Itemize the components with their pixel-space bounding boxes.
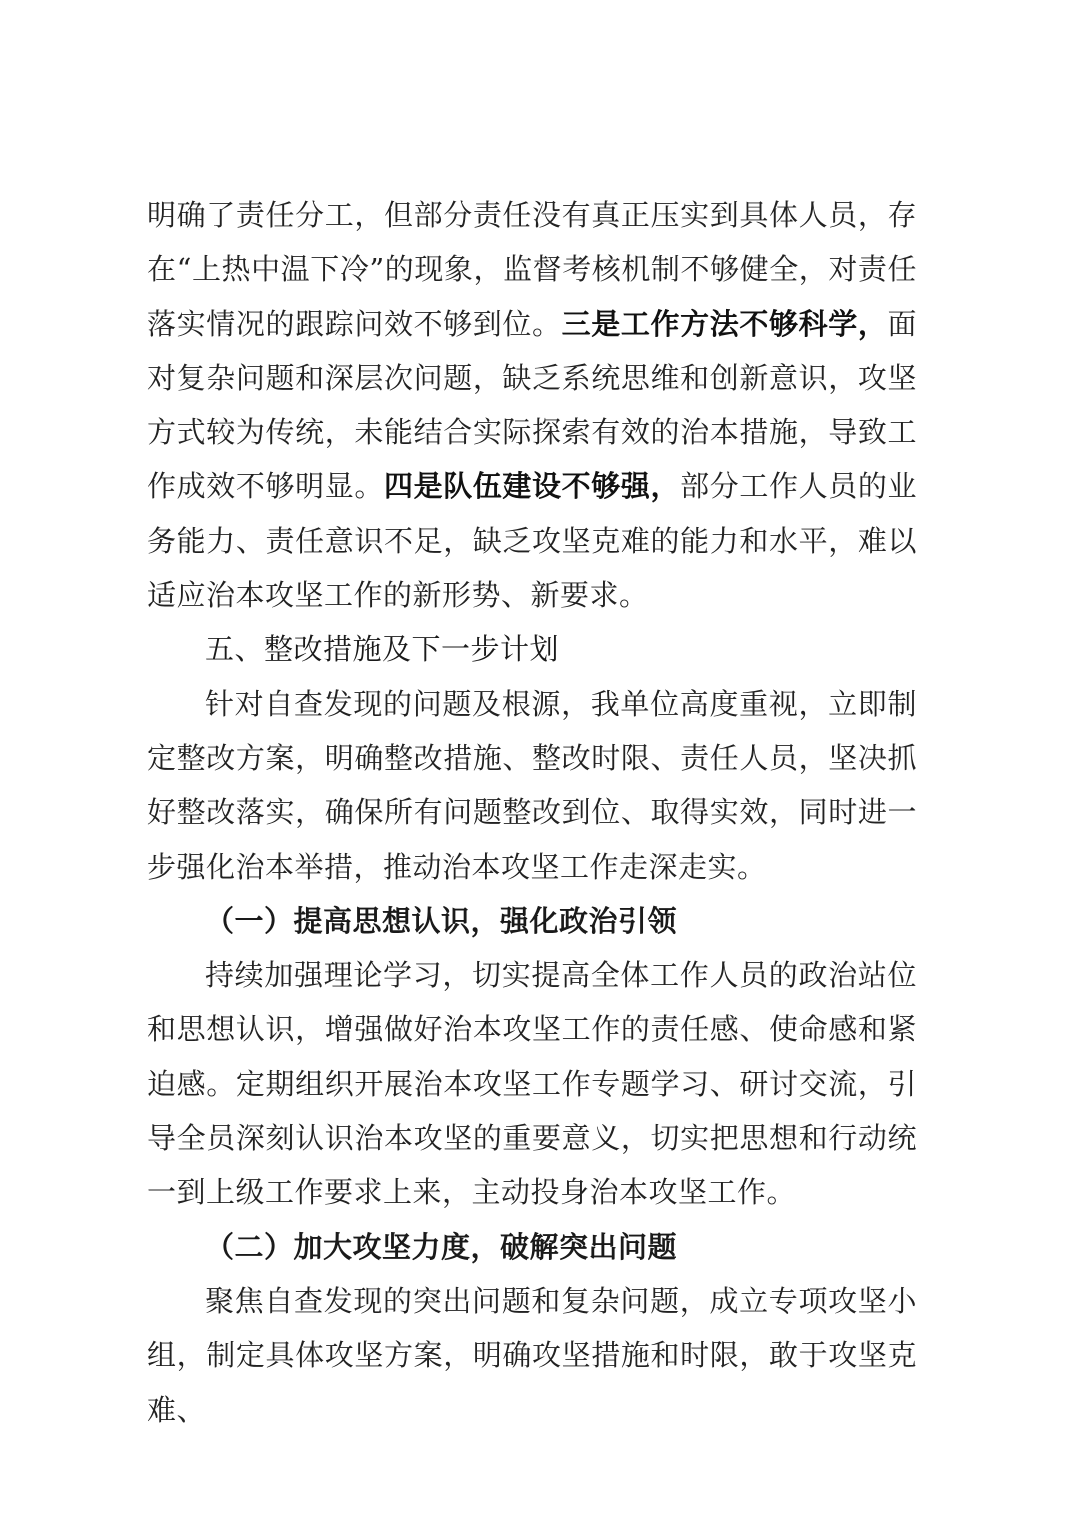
document-body (147, 188, 917, 1437)
subsection-heading-two: （二）加大攻坚力度，破解突出问题 (205, 1229, 678, 1264)
paragraph-text: 面对复杂问题和深层次问题，缺乏系统思维和创新意识，攻坚方式较为传统，未能结合实际探索有效的治本措施，导致工作成效不够明显。 (147, 306, 917, 504)
bold-point-four: 四是队伍建设不够强， (383, 469, 681, 504)
paragraph-key-problems: 聚焦自查发现的突出问题和复杂问题，成立专项攻坚小组，制定具体攻坚方案，明确攻坚措施和时限，敢于攻坚克难、 (147, 1283, 917, 1427)
paragraph-thinking: 持续加强理论学习，切实提高全体工作人员的政治站位和思想认识，增强做好治本攻坚工作的责任感、使命感和紧迫感。定期组织开展治本攻坚工作专题学习、研讨交流，引导全员深刻认识治本攻坚的重要意义，切实把思想和行动统一到上级工作要求上来，主动投身治本攻坚工作。 (147, 958, 917, 1210)
section-heading-five: 五、整改措施及下一步计划 (205, 632, 560, 667)
subsection-heading-one: （一）提高思想认识，强化政治引领 (205, 903, 678, 938)
paragraph-rectification-intro: 针对自查发现的问题及根源，我单位高度重视，立即制定整改方案，明确整改措施、整改时限、责任人员，坚决抓好整改落实，确保所有问题整改到位、取得实效，同时进一步强化治本举措，推动治本攻坚工作走深走实。 (147, 686, 917, 884)
bold-point-three: 三是工作方法不够科学， (561, 306, 888, 341)
paragraph-text: 明确了责任分工，但部分责任没有真正压实到具体人员，存在“上热中温下冷”的现象，监督考核机制不够健全，对责任落实情况的跟踪问效不够到位。 (147, 198, 917, 341)
paragraph-text: 部分工作人员的业务能力、责任意识不足，缺乏攻坚克难的能力和水平，难以适应治本攻坚工作的新形势、新要求。 (147, 469, 917, 613)
paragraph-problems-continued (147, 188, 917, 622)
